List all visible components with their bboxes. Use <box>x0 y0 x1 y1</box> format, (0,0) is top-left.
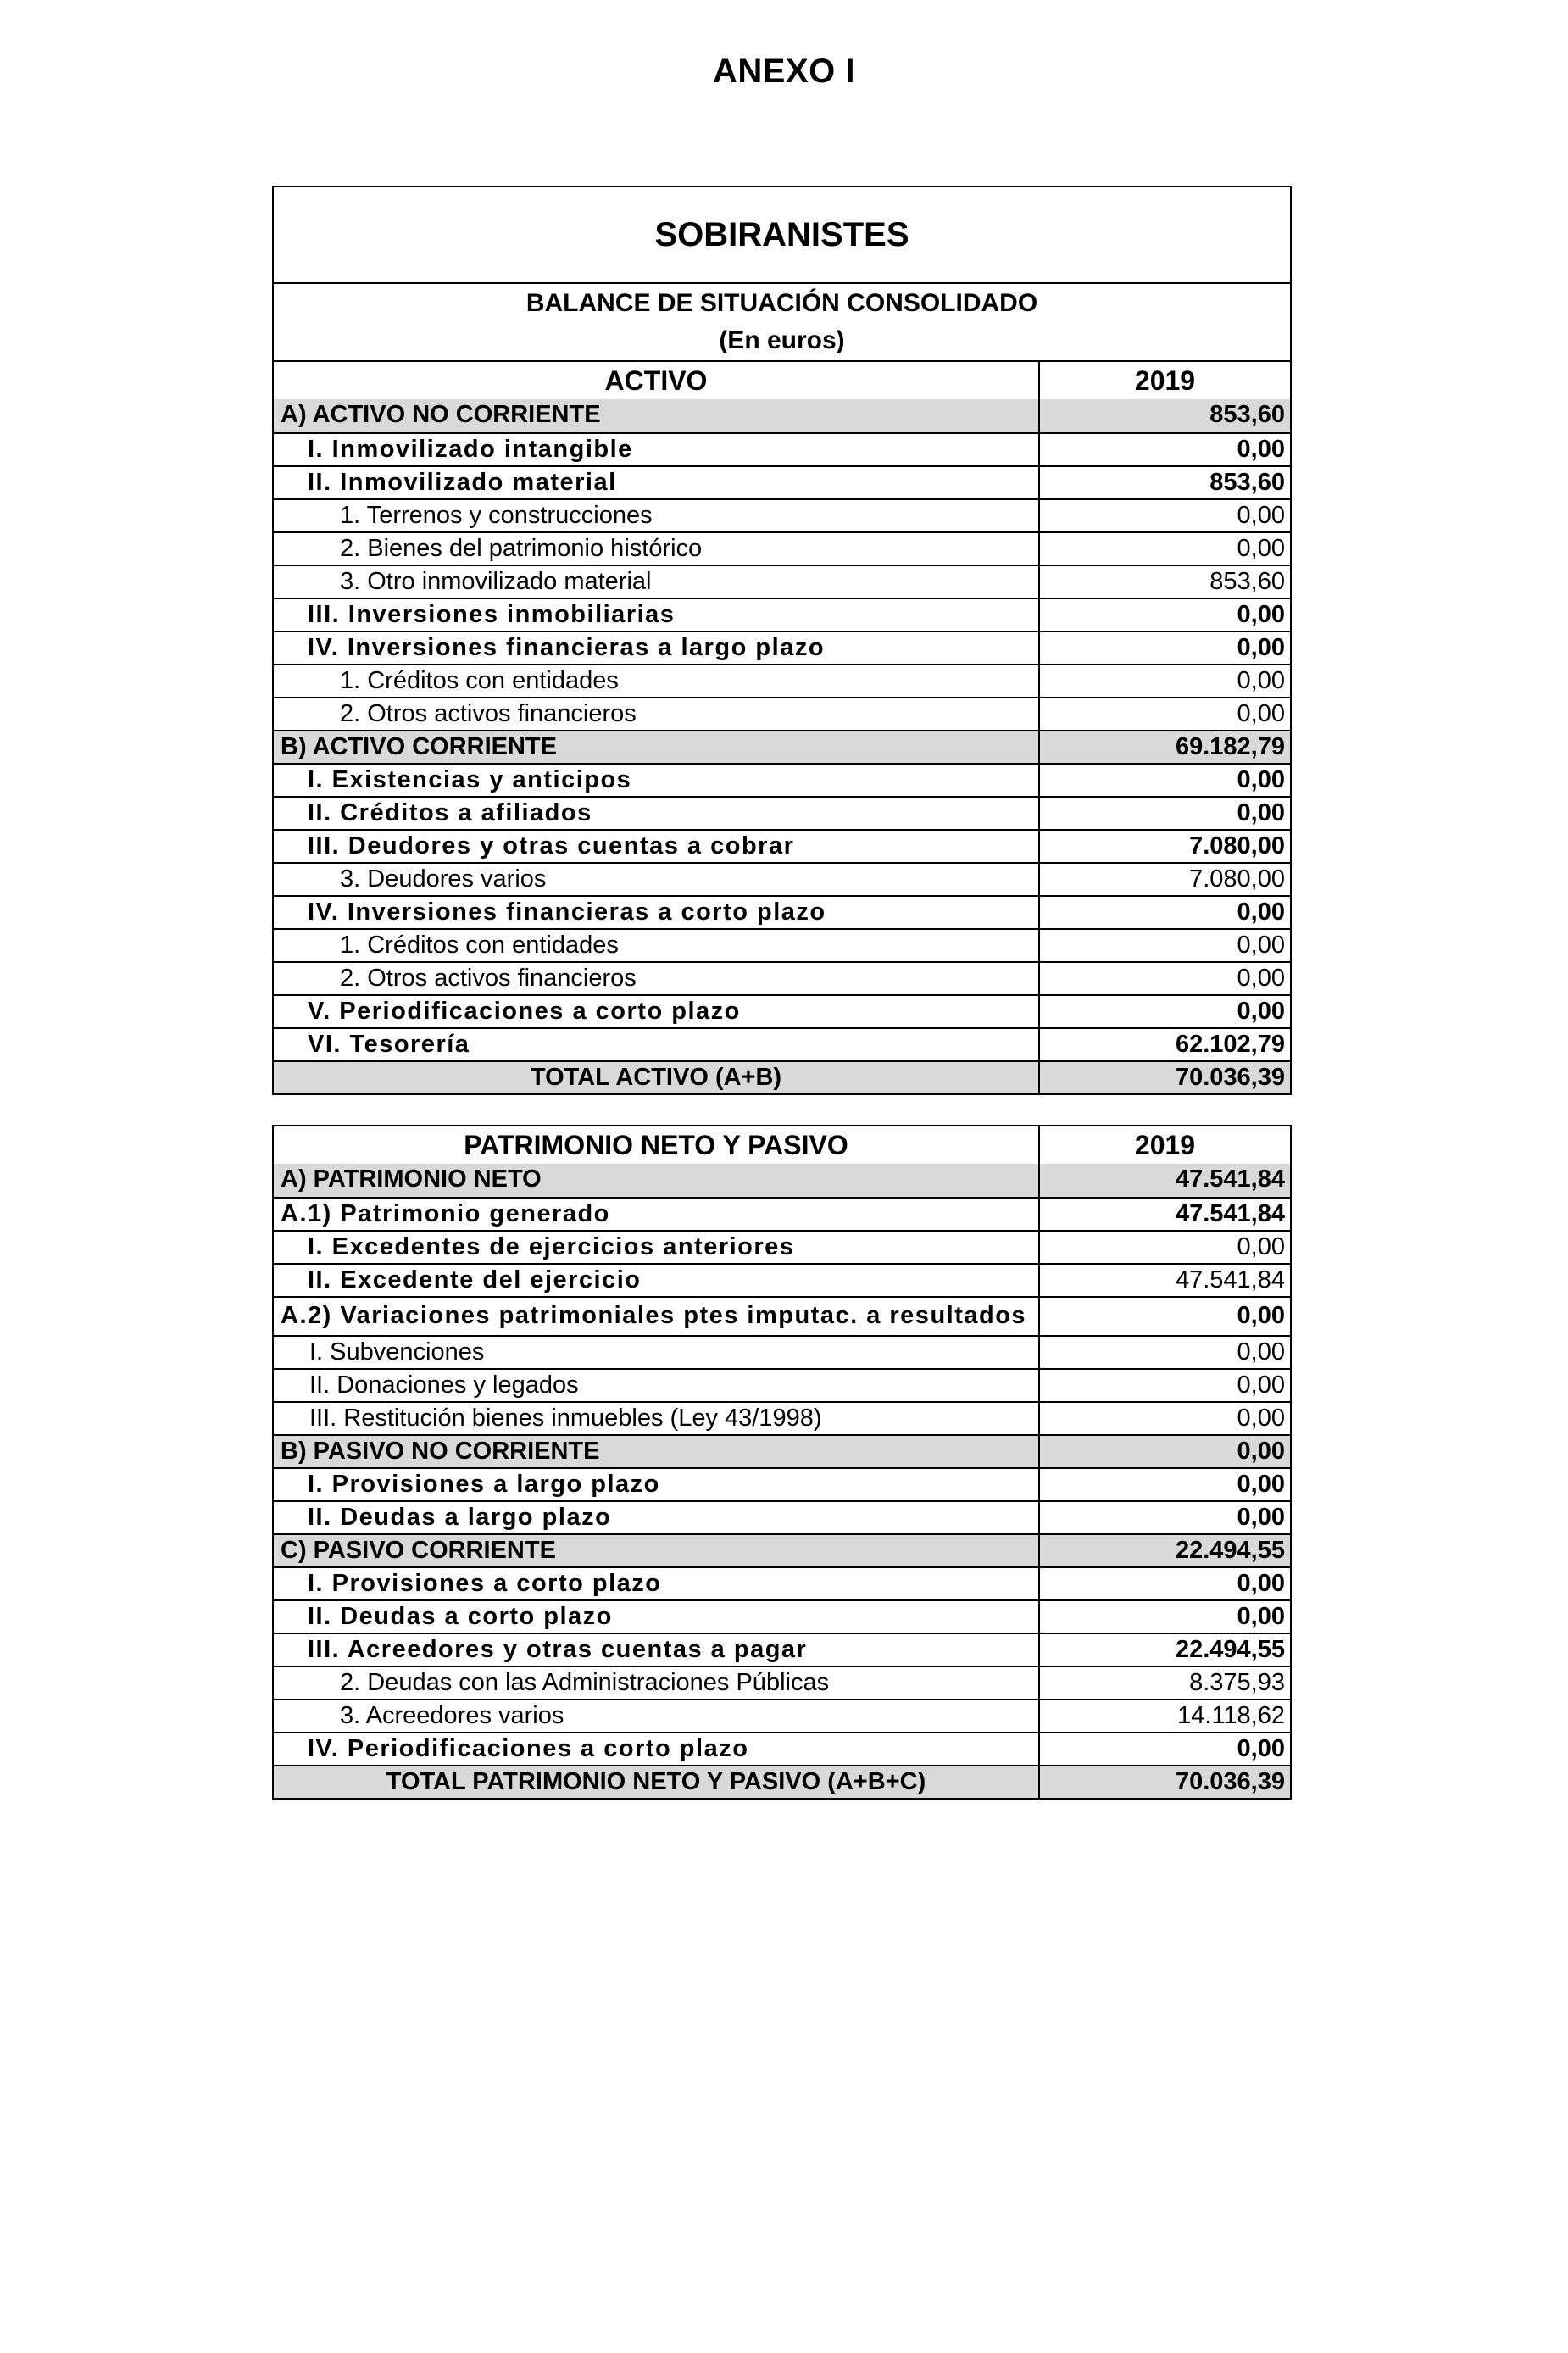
activo-row-value: 0,00 <box>1237 998 1285 1025</box>
pasivo-row-label: IV. Periodificaciones a corto plazo <box>274 1733 1040 1765</box>
pasivo-rows <box>274 1164 1290 1798</box>
pasivo-row-value: 0,00 <box>1237 1405 1285 1432</box>
pasivo-row-value: 0,00 <box>1237 1603 1285 1630</box>
pasivo-row-label: III. Restitución bienes inmuebles (Ley 43/1998) <box>274 1403 1040 1434</box>
activo-row-value: 69.182,79 <box>1175 733 1285 760</box>
pasivo-row <box>274 1599 1290 1633</box>
pasivo-row-value: 0,00 <box>1237 1302 1285 1329</box>
activo-row <box>274 928 1290 961</box>
pasivo-row-value: 47.541,84 <box>1175 1266 1285 1293</box>
activo-row-label: I. Existencias y anticipos <box>274 765 1040 796</box>
pasivo-row-label: 2. Deudas con las Administraciones Públicas <box>274 1667 1040 1699</box>
activo-row-value: 0,00 <box>1237 634 1285 661</box>
pasivo-header-year: 2019 <box>1134 1130 1196 1160</box>
pasivo-row-label: I. Provisiones a corto plazo <box>274 1568 1040 1599</box>
pasivo-row <box>274 1500 1290 1533</box>
activo-row-value: 0,00 <box>1237 601 1285 628</box>
pasivo-row-label: II. Donaciones y legados <box>274 1370 1040 1401</box>
pasivo-row-label: A) PATRIMONIO NETO <box>274 1164 1040 1197</box>
pasivo-row-label: I. Excedentes de ejercicios anteriores <box>274 1232 1040 1263</box>
pasivo-row-label: II. Deudas a corto plazo <box>274 1601 1040 1633</box>
activo-row <box>274 631 1290 664</box>
pasivo-row-label: II. Excedente del ejercicio <box>274 1265 1040 1296</box>
pasivo-row-value: 47.541,84 <box>1175 1165 1285 1193</box>
pasivo-row-label: A.1) Patrimonio generado <box>274 1199 1040 1230</box>
activo-row-value: 853,60 <box>1209 469 1285 496</box>
activo-row <box>274 697 1290 730</box>
activo-row <box>274 432 1290 465</box>
pasivo-row <box>274 1765 1290 1798</box>
activo-row-value: 0,00 <box>1237 502 1285 529</box>
activo-row-label: 3. Deudores varios <box>274 864 1040 895</box>
pasivo-row <box>274 1368 1290 1401</box>
activo-row-value: 7.080,00 <box>1189 832 1285 859</box>
activo-header-row <box>274 362 1290 399</box>
activo-row <box>274 895 1290 928</box>
activo-row-value: 853,60 <box>1209 568 1285 595</box>
activo-row-value: 0,00 <box>1237 932 1285 959</box>
pasivo-row-label: I. Subvenciones <box>274 1337 1040 1368</box>
pasivo-row-value: 0,00 <box>1237 1371 1285 1399</box>
activo-row-value: 0,00 <box>1237 700 1285 727</box>
pasivo-row-value: 8.375,93 <box>1189 1669 1285 1696</box>
pasivo-row <box>274 1296 1290 1335</box>
pasivo-row-value: 47.541,84 <box>1175 1200 1285 1227</box>
activo-row <box>274 664 1290 697</box>
pasivo-row-value: 0,00 <box>1237 1504 1285 1531</box>
annex-title: ANEXO I <box>713 53 855 90</box>
pasivo-row-value: 0,00 <box>1237 1338 1285 1366</box>
pasivo-row <box>274 1434 1290 1467</box>
activo-row-value: 62.102,79 <box>1175 1031 1285 1058</box>
activo-row-value: 0,00 <box>1237 535 1285 562</box>
activo-row <box>274 1060 1290 1093</box>
report-title: BALANCE DE SITUACIÓN CONSOLIDADO <box>525 289 1038 317</box>
activo-row-label: 2. Otros activos financieros <box>274 963 1040 994</box>
pasivo-row-label: A.2) Variaciones patrimoniales ptes imputac. a resultados <box>274 1298 1040 1335</box>
activo-row <box>274 565 1290 598</box>
activo-row <box>274 730 1290 763</box>
pasivo-row <box>274 1335 1290 1368</box>
activo-row <box>274 399 1290 432</box>
activo-row-label: 2. Otros activos financieros <box>274 698 1040 730</box>
activo-row <box>274 862 1290 895</box>
activo-row-label: III. Inversiones inmobiliarias <box>274 599 1040 631</box>
activo-row-label: V. Periodificaciones a corto plazo <box>274 996 1040 1027</box>
pasivo-row <box>274 1230 1290 1263</box>
activo-row-value: 0,00 <box>1237 667 1285 694</box>
pasivo-row-value: 0,00 <box>1237 1438 1285 1465</box>
pasivo-row <box>274 1401 1290 1434</box>
pasivo-header-label: PATRIMONIO NETO Y PASIVO <box>274 1126 1040 1164</box>
activo-row-label: 3. Otro inmovilizado material <box>274 566 1040 598</box>
pasivo-row-label: I. Provisiones a largo plazo <box>274 1469 1040 1500</box>
activo-row <box>274 1027 1290 1060</box>
activo-row <box>274 994 1290 1027</box>
activo-row <box>274 598 1290 631</box>
activo-row-label: VI. Tesorería <box>274 1029 1040 1060</box>
pasivo-row <box>274 1666 1290 1699</box>
pasivo-row-label: B) PASIVO NO CORRIENTE <box>274 1436 1040 1467</box>
activo-row <box>274 531 1290 565</box>
activo-row-value: 0,00 <box>1237 799 1285 826</box>
activo-row-label: II. Inmovilizado material <box>274 467 1040 498</box>
pasivo-row-value: 0,00 <box>1237 1570 1285 1597</box>
activo-row-label: II. Créditos a afiliados <box>274 798 1040 829</box>
activo-header-year: 2019 <box>1134 365 1196 396</box>
activo-header-label: ACTIVO <box>274 362 1040 399</box>
report-heading <box>274 284 1290 362</box>
activo-row-label: 1. Créditos con entidades <box>274 665 1040 697</box>
activo-row-value: 0,00 <box>1237 766 1285 793</box>
activo-row <box>274 796 1290 829</box>
pasivo-row <box>274 1633 1290 1666</box>
activo-row-value: 853,60 <box>1209 401 1285 428</box>
pasivo-row-value: 0,00 <box>1237 1471 1285 1498</box>
pasivo-row <box>274 1164 1290 1197</box>
activo-row <box>274 961 1290 994</box>
activo-row-value: 0,00 <box>1237 898 1285 926</box>
report-unit: (En euros) <box>719 326 845 354</box>
pasivo-row-label: C) PASIVO CORRIENTE <box>274 1535 1040 1566</box>
pasivo-row-label: III. Acreedores y otras cuentas a pagar <box>274 1634 1040 1666</box>
activo-row-label: III. Deudores y otras cuentas a cobrar <box>274 831 1040 862</box>
activo-row-label: B) ACTIVO CORRIENTE <box>274 731 1040 763</box>
activo-row-value: 0,00 <box>1237 965 1285 992</box>
activo-row-label: IV. Inversiones financieras a largo plazo <box>274 632 1040 664</box>
pasivo-row-label: II. Deudas a largo plazo <box>274 1502 1040 1533</box>
activo-row-value: 0,00 <box>1237 436 1285 463</box>
activo-row-label: IV. Inversiones financieras a corto plazo <box>274 897 1040 928</box>
pasivo-row-value: 0,00 <box>1237 1233 1285 1260</box>
pasivo-row-value: 70.036,39 <box>1175 1768 1285 1795</box>
activo-row-label: 2. Bienes del patrimonio histórico <box>274 533 1040 565</box>
activo-row-label: 1. Terrenos y construcciones <box>274 500 1040 531</box>
pasivo-row <box>274 1467 1290 1500</box>
pasivo-row-label: TOTAL PATRIMONIO NETO Y PASIVO (A+B+C) <box>274 1766 1040 1798</box>
activo-row <box>274 829 1290 862</box>
pasivo-row-value: 0,00 <box>1237 1735 1285 1762</box>
pasivo-row-value: 22.494,55 <box>1175 1636 1285 1663</box>
pasivo-row <box>274 1197 1290 1230</box>
activo-row-label: TOTAL ACTIVO (A+B) <box>274 1062 1040 1093</box>
pasivo-row <box>274 1533 1290 1566</box>
entity-title: SOBIRANISTES <box>274 187 1290 284</box>
pasivo-table <box>272 1125 1292 1800</box>
activo-row-value: 7.080,00 <box>1189 865 1285 893</box>
pasivo-header-row <box>274 1126 1290 1164</box>
activo-row-label: I. Inmovilizado intangible <box>274 434 1040 465</box>
pasivo-row-label: 3. Acreedores varios <box>274 1700 1040 1732</box>
activo-row-label: A) ACTIVO NO CORRIENTE <box>274 399 1040 432</box>
activo-row <box>274 763 1290 796</box>
activo-row-label: 1. Créditos con entidades <box>274 930 1040 961</box>
activo-rows <box>274 399 1290 1093</box>
activo-row-value: 70.036,39 <box>1175 1064 1285 1091</box>
pasivo-row-value: 22.494,55 <box>1175 1537 1285 1564</box>
activo-table <box>272 186 1292 1095</box>
activo-row <box>274 498 1290 531</box>
pasivo-row-value: 14.118,62 <box>1177 1702 1285 1729</box>
activo-row <box>274 465 1290 498</box>
pasivo-row <box>274 1732 1290 1765</box>
pasivo-row <box>274 1699 1290 1732</box>
pasivo-row <box>274 1566 1290 1599</box>
pasivo-row <box>274 1263 1290 1296</box>
